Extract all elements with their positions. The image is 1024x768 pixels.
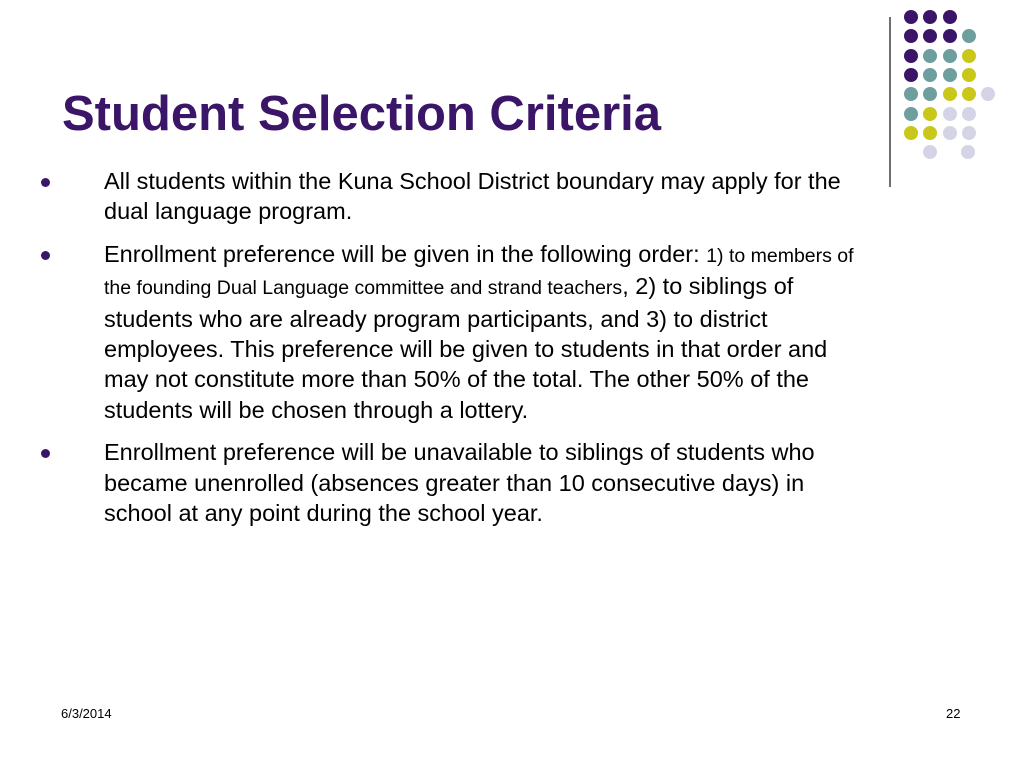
decorative-dot [981, 87, 995, 101]
vertical-divider [889, 17, 891, 187]
decorative-dot [943, 107, 957, 121]
decorative-dot [923, 126, 937, 140]
decorative-dot [962, 29, 976, 43]
decorative-dot [904, 29, 918, 43]
bullet-item [0, 166, 854, 227]
decorative-dot [943, 126, 957, 140]
bullet-marker-icon [41, 178, 50, 187]
decorative-dot [923, 29, 937, 43]
bullet-marker-icon [41, 449, 50, 458]
decorative-dot [943, 10, 957, 24]
bullet-text-lead: Enrollment preference will be given in the following order: [104, 240, 707, 267]
decorative-dot [962, 49, 976, 63]
bullet-text-rest: , 2) to siblings of students who are already program participants, and 3) to district employees. This preference will be given to students in that order and may not constitute more than 50% of the total. The other 50% of the students will be chosen through a lottery. [104, 273, 828, 423]
decorative-dot [904, 126, 918, 140]
footer-page-number: 22 [946, 706, 961, 721]
slide-title: Student Selection Criteria [62, 87, 662, 141]
bullet-text: All students within the Kuna School District boundary may apply for the dual language program. [104, 168, 841, 225]
bullet-item [0, 239, 854, 425]
decorative-dot [943, 49, 957, 63]
decorative-dot [923, 68, 937, 82]
decorative-dot [943, 68, 957, 82]
bullet-marker-icon [41, 251, 50, 260]
decorative-dot [962, 126, 976, 140]
bullet-item [0, 437, 854, 528]
decorative-dot [962, 68, 976, 82]
decorative-dot [962, 87, 976, 101]
decorative-dot [923, 145, 937, 159]
decorative-dot [961, 145, 975, 159]
bullet-text: Enrollment preference will be unavailable to siblings of students who became unenrolled (absences greater than 10 consecutive days) in school at any point during the school year. [104, 439, 815, 527]
decorative-dot [923, 87, 937, 101]
bullet-list [0, 166, 1024, 540]
decorative-dot [943, 29, 957, 43]
decorative-dot [923, 107, 937, 121]
decorative-dot [904, 10, 918, 24]
footer-date: 6/3/2014 [61, 706, 112, 721]
bullet-text-small: 1) to members of the founding Dual Language committee and strand teachers [104, 244, 854, 300]
decorative-dot [904, 49, 918, 63]
decorative-dot [923, 49, 937, 63]
decorative-dot [904, 68, 918, 82]
decorative-dot [962, 107, 976, 121]
decorative-dot [904, 107, 918, 121]
decorative-dot [943, 87, 957, 101]
decorative-dot [904, 87, 918, 101]
decorative-dot [923, 10, 937, 24]
